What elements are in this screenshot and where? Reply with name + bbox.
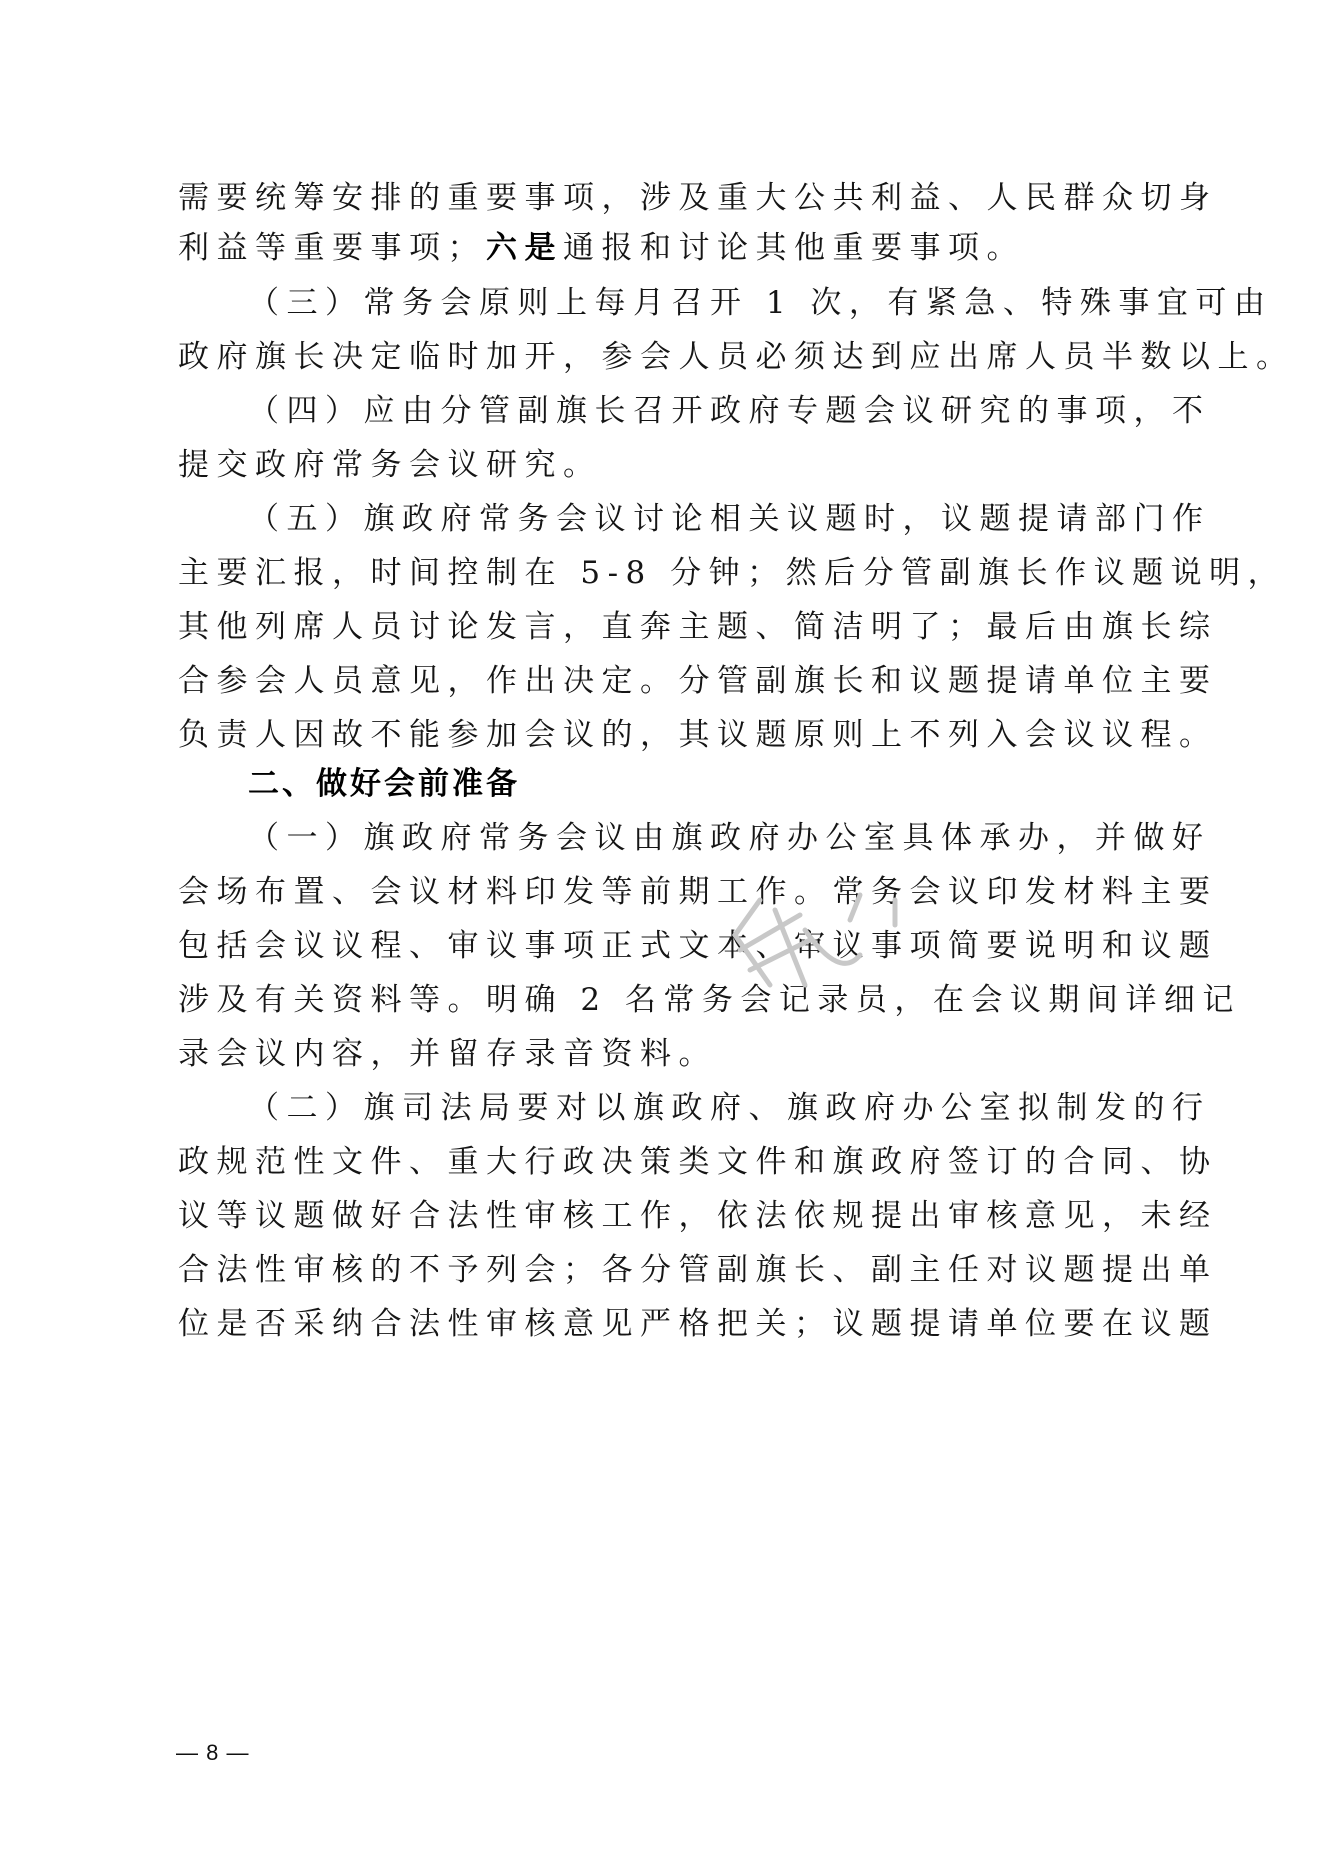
paragraph-line: （一）旗政府常务会议由旗政府办公室具体承办，并做好 (248, 820, 1211, 856)
text-run: 利益等重要事项； (178, 230, 486, 266)
paragraph-line: 政府旗长决定临时加开，参会人员必须达到应出席人员半数以上。 (178, 339, 1295, 375)
paragraph-line: 政规范性文件、重大行政决策类文件和旗政府签订的合同、协 (178, 1144, 1218, 1180)
paragraph-line: 提交政府常务会议研究。 (178, 447, 602, 483)
paragraph-line: （三）常务会原则上每月召开 1 次，有紧急、特殊事宜可由 (248, 285, 1273, 321)
paragraph-line: 位是否采纳合法性审核意见严格把关；议题提请单位要在议题 (178, 1306, 1218, 1342)
paragraph-line: 其他列席人员讨论发言，直奔主题、简洁明了；最后由旗长综 (178, 609, 1218, 645)
paragraph-line: 需要统筹安排的重要事项，涉及重大公共利益、人民群众切身 (178, 180, 1218, 216)
section-heading: 二、做好会前准备 (248, 766, 520, 802)
paragraph-line (178, 228, 1025, 268)
paragraph-line: （四）应由分管副旗长召开政府专题会议研究的事项，不 (248, 393, 1211, 429)
paragraph-line: 包括会议议程、审议事项正式文本、审议事项简要说明和议题 (178, 928, 1218, 964)
paragraph-line: 录会议内容，并留存录音资料。 (178, 1036, 717, 1072)
paragraph-line: 主要汇报，时间控制在 5-8 分钟；然后分管副旗长作议题说明， (178, 555, 1287, 591)
paragraph-line: 涉及有关资料等。明确 2 名常务会记录员，在会议期间详细记 (178, 982, 1241, 1018)
paragraph-line: （二）旗司法局要对以旗政府、旗政府办公室拟制发的行 (248, 1090, 1211, 1126)
paragraph-line: 负责人因故不能参加会议的，其议题原则上不列入会议议程。 (178, 717, 1218, 753)
paragraph-line: 议等议题做好合法性审核工作，依法依规提出审核意见，未经 (178, 1198, 1218, 1234)
paragraph-line: （五）旗政府常务会议讨论相关议题时，议题提请部门作 (248, 501, 1211, 537)
emphasized-text: 六是 (486, 230, 563, 266)
page-number: — 8 — (176, 1740, 250, 1765)
paragraph-line: 合参会人员意见，作出决定。分管副旗长和议题提请单位主要 (178, 663, 1218, 699)
paragraph-line: 合法性审核的不予列会；各分管副旗长、副主任对议题提出单 (178, 1252, 1218, 1288)
text-run: 通报和讨论其他重要事项。 (563, 230, 1025, 266)
paragraph-line: 会场布置、会议材料印发等前期工作。常务会议印发材料主要 (178, 874, 1218, 910)
